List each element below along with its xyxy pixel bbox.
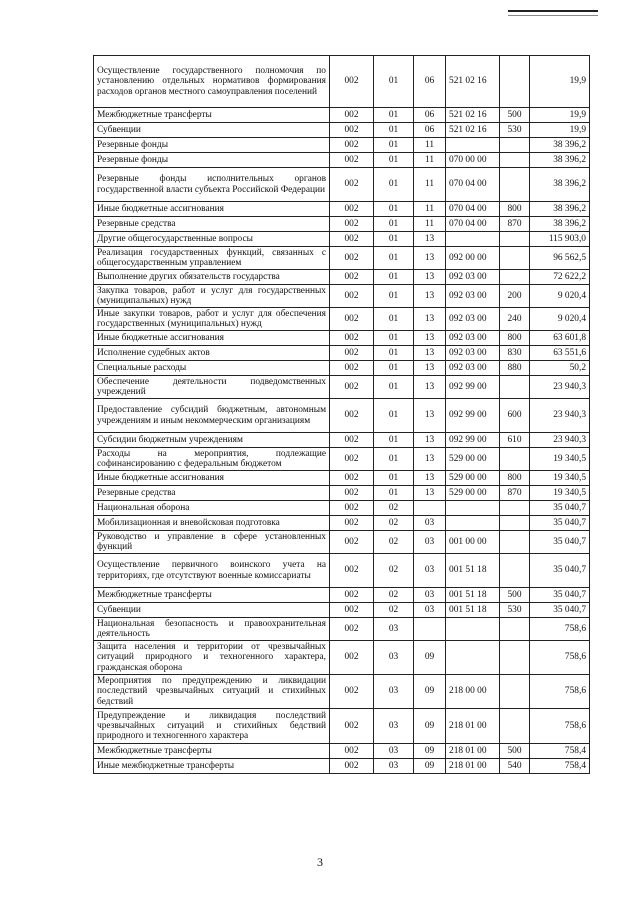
table-row — [94, 138, 590, 153]
row-sum: 35 040,7 — [530, 501, 590, 516]
row-admin: 002 — [330, 153, 374, 168]
row-expense-type: 500 — [500, 588, 530, 603]
row-target: 092 03 00 — [446, 270, 500, 285]
row-sum: 96 562,5 — [530, 247, 590, 270]
row-expense-type — [500, 376, 530, 399]
row-admin: 002 — [330, 399, 374, 433]
row-name: Предоставление субсидий бюджетным, автономным учреждениям и иным некоммерческим организациям — [94, 399, 330, 433]
row-name: Резервные средства — [94, 486, 330, 501]
row-section: 01 — [374, 346, 414, 361]
table-row — [94, 153, 590, 168]
table-row — [94, 501, 590, 516]
table-row — [94, 588, 590, 603]
row-target: 529 00 00 — [446, 486, 500, 501]
row-sum: 19,9 — [530, 108, 590, 123]
row-name: Иные межбюджетные трансферты — [94, 759, 330, 774]
row-sum: 38 396,2 — [530, 138, 590, 153]
row-expense-type: 530 — [500, 123, 530, 138]
row-sum: 72 622,2 — [530, 270, 590, 285]
row-target: 092 99 00 — [446, 376, 500, 399]
table-row — [94, 531, 590, 554]
row-admin: 002 — [330, 202, 374, 217]
row-name: Закупка товаров, работ и услуг для государственных (муниципальных) нужд — [94, 285, 330, 308]
row-sum: 35 040,7 — [530, 516, 590, 531]
row-expense-type: 800 — [500, 331, 530, 346]
row-section: 01 — [374, 308, 414, 331]
row-name: Резервные фонды — [94, 153, 330, 168]
row-name: Другие общегосударственные вопросы — [94, 232, 330, 247]
table-row — [94, 399, 590, 433]
row-subsection — [414, 501, 446, 516]
table-row — [94, 759, 590, 774]
row-sum: 9 020,4 — [530, 285, 590, 308]
row-expense-type — [500, 153, 530, 168]
table-row — [94, 308, 590, 331]
row-subsection: 11 — [414, 217, 446, 232]
row-subsection: 09 — [414, 744, 446, 759]
row-name: Национальная оборона — [94, 501, 330, 516]
row-admin: 002 — [330, 759, 374, 774]
row-expense-type — [500, 168, 530, 202]
row-target — [446, 618, 500, 641]
table-row — [94, 361, 590, 376]
row-admin: 002 — [330, 471, 374, 486]
row-expense-type: 800 — [500, 471, 530, 486]
table-row — [94, 202, 590, 217]
row-subsection: 13 — [414, 376, 446, 399]
row-admin: 002 — [330, 588, 374, 603]
row-subsection: 13 — [414, 308, 446, 331]
row-subsection: 13 — [414, 361, 446, 376]
row-admin: 002 — [330, 331, 374, 346]
row-name: Резервные фонды исполнительных органов государственной власти субъекта Российской Федерации — [94, 168, 330, 202]
row-name: Субсидии бюджетным учреждениям — [94, 433, 330, 448]
row-name: Иные закупки товаров, работ и услуг для обеспечения государственных (муниципальных) нужд — [94, 308, 330, 331]
row-admin: 002 — [330, 376, 374, 399]
row-sum: 38 396,2 — [530, 202, 590, 217]
row-expense-type — [500, 448, 530, 471]
row-admin: 002 — [330, 346, 374, 361]
row-expense-type: 200 — [500, 285, 530, 308]
row-target: 529 00 00 — [446, 471, 500, 486]
row-name: Реализация государственных функций, связанных с общегосударственным управлением — [94, 247, 330, 270]
row-section: 01 — [374, 486, 414, 501]
row-sum: 63 551,6 — [530, 346, 590, 361]
row-sum: 115 903,0 — [530, 232, 590, 247]
row-target: 092 99 00 — [446, 399, 500, 433]
row-expense-type — [500, 138, 530, 153]
row-target: 001 51 18 — [446, 554, 500, 588]
row-subsection: 03 — [414, 554, 446, 588]
row-subsection: 09 — [414, 759, 446, 774]
row-section: 01 — [374, 247, 414, 270]
header-rule-thin — [508, 15, 598, 16]
row-name: Осуществление первичного воинского учета на территориях, где отсутствуют военные комиссариаты — [94, 554, 330, 588]
row-target: 529 00 00 — [446, 448, 500, 471]
budget-table — [93, 55, 590, 774]
row-admin: 002 — [330, 217, 374, 232]
row-expense-type: 830 — [500, 346, 530, 361]
row-section: 02 — [374, 501, 414, 516]
row-target — [446, 501, 500, 516]
row-expense-type: 540 — [500, 759, 530, 774]
table-row — [94, 376, 590, 399]
row-section: 01 — [374, 232, 414, 247]
row-target: 218 01 00 — [446, 744, 500, 759]
row-name: Расходы на мероприятия, подлежащие софинансированию с федеральным бюджетом — [94, 448, 330, 471]
row-expense-type: 870 — [500, 486, 530, 501]
row-target — [446, 516, 500, 531]
row-admin: 002 — [330, 516, 374, 531]
row-admin: 002 — [330, 603, 374, 618]
row-expense-type: 610 — [500, 433, 530, 448]
row-name: Межбюджетные трансферты — [94, 588, 330, 603]
table-row — [94, 675, 590, 709]
row-subsection: 11 — [414, 202, 446, 217]
row-name: Национальная безопасность и правоохранительная деятельность — [94, 618, 330, 641]
row-admin: 002 — [330, 744, 374, 759]
row-name: Мобилизационная и вневойсковая подготовка — [94, 516, 330, 531]
row-expense-type — [500, 247, 530, 270]
row-sum: 23 940,3 — [530, 399, 590, 433]
row-subsection: 09 — [414, 709, 446, 744]
header-rule — [508, 10, 598, 12]
row-section: 01 — [374, 168, 414, 202]
row-sum: 35 040,7 — [530, 603, 590, 618]
row-section: 01 — [374, 433, 414, 448]
row-section: 01 — [374, 285, 414, 308]
table-row — [94, 331, 590, 346]
row-name: Резервные фонды — [94, 138, 330, 153]
row-name: Выполнение других обязательств государства — [94, 270, 330, 285]
row-subsection: 03 — [414, 603, 446, 618]
row-admin: 002 — [330, 709, 374, 744]
row-sum: 19,9 — [530, 123, 590, 138]
row-subsection: 03 — [414, 588, 446, 603]
row-sum: 35 040,7 — [530, 588, 590, 603]
row-expense-type — [500, 618, 530, 641]
row-expense-type: 800 — [500, 202, 530, 217]
row-name: Иные бюджетные ассигнования — [94, 331, 330, 346]
row-sum: 19 340,5 — [530, 486, 590, 501]
row-subsection: 09 — [414, 641, 446, 675]
table-row — [94, 247, 590, 270]
row-name: Иные бюджетные ассигнования — [94, 471, 330, 486]
row-expense-type: 500 — [500, 744, 530, 759]
row-admin: 002 — [330, 270, 374, 285]
row-sum: 758,6 — [530, 709, 590, 744]
row-subsection: 13 — [414, 346, 446, 361]
row-admin: 002 — [330, 56, 374, 108]
row-subsection: 03 — [414, 531, 446, 554]
row-section: 03 — [374, 618, 414, 641]
table-row — [94, 709, 590, 744]
budget-table-body — [94, 56, 590, 774]
row-name: Межбюджетные трансферты — [94, 108, 330, 123]
row-admin: 002 — [330, 641, 374, 675]
table-row — [94, 448, 590, 471]
row-name: Мероприятия по предупреждению и ликвидации последствий чрезвычайных ситуаций и стихийных бедствий — [94, 675, 330, 709]
row-subsection: 13 — [414, 270, 446, 285]
row-subsection: 13 — [414, 247, 446, 270]
row-section: 03 — [374, 744, 414, 759]
row-sum: 35 040,7 — [530, 554, 590, 588]
row-sum: 758,4 — [530, 759, 590, 774]
row-sum: 758,6 — [530, 618, 590, 641]
row-section: 02 — [374, 603, 414, 618]
row-target: 521 02 16 — [446, 123, 500, 138]
row-expense-type — [500, 675, 530, 709]
row-name: Защита населения и территории от чрезвычайных ситуаций природного и техногенного характера, гражданская оборона — [94, 641, 330, 675]
row-target: 070 04 00 — [446, 217, 500, 232]
row-target: 001 51 18 — [446, 603, 500, 618]
row-section: 01 — [374, 331, 414, 346]
row-section: 01 — [374, 108, 414, 123]
row-admin: 002 — [330, 531, 374, 554]
table-row — [94, 641, 590, 675]
table-row — [94, 123, 590, 138]
row-target: 521 02 16 — [446, 56, 500, 108]
table-row — [94, 56, 590, 108]
row-expense-type — [500, 270, 530, 285]
row-expense-type — [500, 516, 530, 531]
row-name: Исполнение судебных актов — [94, 346, 330, 361]
row-target: 092 03 00 — [446, 346, 500, 361]
row-section: 02 — [374, 516, 414, 531]
row-target — [446, 138, 500, 153]
table-row — [94, 270, 590, 285]
table-row — [94, 486, 590, 501]
row-admin: 002 — [330, 618, 374, 641]
row-section: 01 — [374, 56, 414, 108]
row-target: 092 03 00 — [446, 331, 500, 346]
row-section: 01 — [374, 376, 414, 399]
row-subsection: 09 — [414, 675, 446, 709]
row-section: 01 — [374, 270, 414, 285]
row-expense-type: 880 — [500, 361, 530, 376]
row-expense-type: 530 — [500, 603, 530, 618]
row-expense-type — [500, 232, 530, 247]
row-admin: 002 — [330, 433, 374, 448]
row-section: 02 — [374, 588, 414, 603]
row-admin: 002 — [330, 361, 374, 376]
row-sum: 19,9 — [530, 56, 590, 108]
row-target: 070 00 00 — [446, 153, 500, 168]
row-target — [446, 232, 500, 247]
row-subsection: 13 — [414, 471, 446, 486]
row-sum: 23 940,3 — [530, 376, 590, 399]
row-name: Межбюджетные трансферты — [94, 744, 330, 759]
row-subsection: 06 — [414, 108, 446, 123]
row-expense-type — [500, 531, 530, 554]
row-subsection — [414, 618, 446, 641]
row-sum: 35 040,7 — [530, 531, 590, 554]
table-row — [94, 433, 590, 448]
row-target: 092 03 00 — [446, 308, 500, 331]
row-name: Субвенции — [94, 603, 330, 618]
row-sum: 758,6 — [530, 641, 590, 675]
table-row — [94, 168, 590, 202]
row-subsection: 06 — [414, 123, 446, 138]
row-subsection: 13 — [414, 399, 446, 433]
row-admin: 002 — [330, 285, 374, 308]
row-subsection: 11 — [414, 153, 446, 168]
row-admin: 002 — [330, 232, 374, 247]
row-admin: 002 — [330, 123, 374, 138]
row-expense-type — [500, 56, 530, 108]
row-target: 001 51 18 — [446, 588, 500, 603]
row-expense-type — [500, 554, 530, 588]
row-sum: 63 601,8 — [530, 331, 590, 346]
table-row — [94, 285, 590, 308]
row-subsection: 06 — [414, 56, 446, 108]
row-target: 070 04 00 — [446, 202, 500, 217]
row-sum: 38 396,2 — [530, 168, 590, 202]
row-sum: 19 340,5 — [530, 471, 590, 486]
row-section: 01 — [374, 138, 414, 153]
table-row — [94, 232, 590, 247]
row-expense-type: 240 — [500, 308, 530, 331]
row-sum: 758,4 — [530, 744, 590, 759]
row-admin: 002 — [330, 554, 374, 588]
row-section: 03 — [374, 641, 414, 675]
row-target: 521 02 16 — [446, 108, 500, 123]
row-admin: 002 — [330, 486, 374, 501]
row-section: 01 — [374, 471, 414, 486]
row-subsection: 13 — [414, 486, 446, 501]
row-sum: 38 396,2 — [530, 153, 590, 168]
row-sum: 38 396,2 — [530, 217, 590, 232]
table-row — [94, 217, 590, 232]
row-section: 03 — [374, 709, 414, 744]
row-admin: 002 — [330, 138, 374, 153]
row-target: 001 00 00 — [446, 531, 500, 554]
row-section: 03 — [374, 759, 414, 774]
row-admin: 002 — [330, 247, 374, 270]
row-name: Специальные расходы — [94, 361, 330, 376]
row-section: 01 — [374, 448, 414, 471]
row-name: Резервные средства — [94, 217, 330, 232]
row-target: 070 04 00 — [446, 168, 500, 202]
row-target: 092 00 00 — [446, 247, 500, 270]
row-sum: 758,6 — [530, 675, 590, 709]
row-target: 092 03 00 — [446, 285, 500, 308]
table-row — [94, 603, 590, 618]
row-target: 092 99 00 — [446, 433, 500, 448]
row-sum: 9 020,4 — [530, 308, 590, 331]
row-target: 218 01 00 — [446, 709, 500, 744]
row-section: 02 — [374, 554, 414, 588]
row-sum: 50,2 — [530, 361, 590, 376]
row-admin: 002 — [330, 108, 374, 123]
row-subsection: 13 — [414, 448, 446, 471]
row-subsection: 13 — [414, 232, 446, 247]
row-name: Обеспечение деятельности подведомственных учреждений — [94, 376, 330, 399]
row-subsection: 11 — [414, 168, 446, 202]
row-expense-type: 500 — [500, 108, 530, 123]
row-target — [446, 641, 500, 675]
row-section: 02 — [374, 531, 414, 554]
row-expense-type: 600 — [500, 399, 530, 433]
page-number: 3 — [317, 855, 323, 869]
row-section: 01 — [374, 361, 414, 376]
row-admin: 002 — [330, 501, 374, 516]
row-expense-type: 870 — [500, 217, 530, 232]
table-row — [94, 516, 590, 531]
row-section: 01 — [374, 153, 414, 168]
row-expense-type — [500, 501, 530, 516]
row-target: 218 00 00 — [446, 675, 500, 709]
row-name: Иные бюджетные ассигнования — [94, 202, 330, 217]
row-subsection: 13 — [414, 433, 446, 448]
row-section: 01 — [374, 123, 414, 138]
row-subsection: 11 — [414, 138, 446, 153]
table-row — [94, 554, 590, 588]
row-admin: 002 — [330, 448, 374, 471]
table-row — [94, 618, 590, 641]
row-expense-type — [500, 709, 530, 744]
table-row — [94, 108, 590, 123]
row-admin: 002 — [330, 675, 374, 709]
row-target: 092 03 00 — [446, 361, 500, 376]
row-admin: 002 — [330, 308, 374, 331]
row-admin: 002 — [330, 168, 374, 202]
row-section: 03 — [374, 675, 414, 709]
row-subsection: 03 — [414, 516, 446, 531]
row-sum: 19 340,5 — [530, 448, 590, 471]
row-subsection: 13 — [414, 331, 446, 346]
row-section: 01 — [374, 202, 414, 217]
row-name: Субвенции — [94, 123, 330, 138]
row-section: 01 — [374, 217, 414, 232]
row-expense-type — [500, 641, 530, 675]
row-name: Руководство и управление в сфере установленных функций — [94, 531, 330, 554]
table-row — [94, 346, 590, 361]
table-row — [94, 744, 590, 759]
row-section: 01 — [374, 399, 414, 433]
row-sum: 23 940,3 — [530, 433, 590, 448]
row-target: 218 01 00 — [446, 759, 500, 774]
row-name: Предупреждение и ликвидация последствий чрезвычайных ситуаций и стихийных бедствий природного и техногенного характера — [94, 709, 330, 744]
row-subsection: 13 — [414, 285, 446, 308]
row-name: Осуществление государственного полномочия по установлению отдельных нормативов формирования расходов органов местного самоуправления поселений — [94, 56, 330, 108]
table-row — [94, 471, 590, 486]
